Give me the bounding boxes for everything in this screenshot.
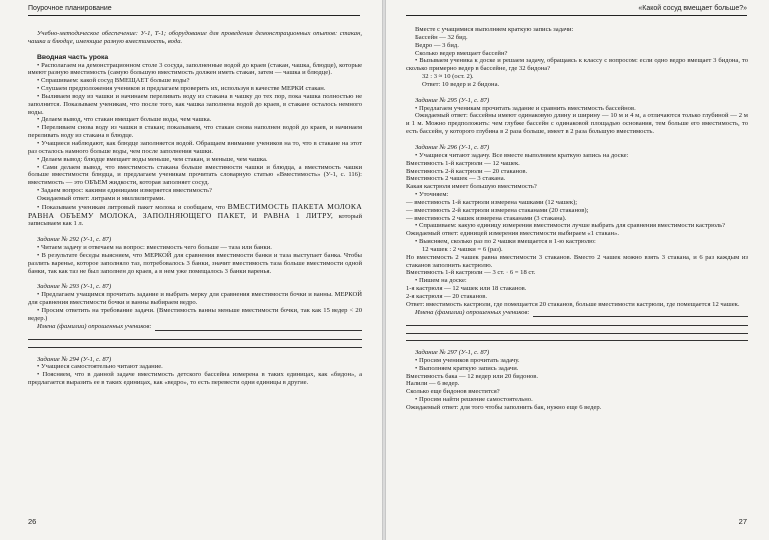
paragraph: — вместимость 1-й кастрюли измерена чашками (12 чашек); [406, 198, 578, 206]
paragraph: Ведро — 3 бид. [415, 41, 459, 49]
header-rule [28, 15, 360, 16]
paragraph: Вместимость бака — 12 ведер или 20 бидонов. [406, 372, 539, 380]
paragraph: Ответ: вместимость кастрюли, где помещается 20 стаканов, больше вместимости кастрюли, где помещается 12 чашек. [406, 300, 740, 308]
equipment-paragraph: Учебно-методическое обеспечение: У-1, Т-1; оборудование для проведения демонстрационных опытов: стакан, чашка и блюдце, имеющие разную вместимость, вода. [28, 30, 362, 45]
page-number: 26 [28, 517, 37, 526]
page-number: 27 [738, 517, 747, 526]
answer-line [28, 340, 362, 348]
paragraph: • Просим найти решение самостоятельно. [415, 396, 533, 404]
paragraph: — вместимость 2 чашек измерена стаканами (3 стакана). [406, 214, 567, 222]
paragraph-milk [28, 203, 362, 229]
answer-line [533, 310, 748, 317]
paragraph: • Вызываем ученика к доске и решаем задачу, обращаясь к классу с вопросом: если одно ведро вмещает 3 бидона, то сколько примерно ведер в бассейне, где 32 бидона? [406, 57, 748, 73]
paragraph: • Сами делаем вывод, что вместимость стакана больше вместимости чашки и блюдца, а вместимость чашки больше вместимости блюдца, и предлагаем ученикам прочитать словарную статью «Вместимость» (У-1, с. 116): вместимость — это ОБЪЕМ жидкости, которая заполняет сосуд. [28, 163, 362, 187]
paragraph: • Выясняем, сколько раз по 2 чашки вмещается в 1-ю кастрюлю: [415, 238, 596, 246]
paragraph: • Спрашиваем: какую единицу измерения вместимости лучше выбрать для сравнения вместимости кастрюль? [415, 222, 726, 230]
paragraph: • Учащиеся наблюдают, как блюдце заполняется водой. Обращаем внимание учеников на то, что в стакане на этот раз осталось намного больше воды, чем после заполнения чашки. [28, 139, 362, 155]
paragraph: Ожидаемый ответ: единицей измерения вместимости выбираем «1 стакан». [406, 230, 619, 238]
paragraph: — вместимость 2-й кастрюли измерена стаканами (20 стаканов); [406, 206, 589, 214]
paragraph: 1-я кастрюля — 12 чашек или 18 стаканов. [406, 285, 527, 293]
answer-line [406, 334, 748, 342]
paragraph: Сколько ведер вмещает бассейн? [415, 49, 508, 57]
paragraph: 12 чашек : 2 чашки = 6 (раз). [422, 245, 503, 253]
paragraph: Ожидаемый ответ: литрами и миллилитрами. [37, 194, 165, 202]
paragraph: • Пишем на доске: [415, 277, 467, 285]
task-heading: Задание № 295 (У-1, с. 87) [415, 96, 490, 104]
paragraph: 2-я кастрюля — 20 стаканов. [406, 293, 488, 300]
paragraph: Вместимость 1-й кастрюли — 3 ст. · 6 = 18 ст. [406, 269, 536, 277]
paragraph: Какая кастрюля имеет большую вместимость? [406, 183, 537, 191]
right-page [386, 0, 769, 540]
answer-line [155, 324, 362, 331]
task-heading: Задание № 296 (У-1, с. 87) [415, 143, 490, 151]
task-heading: Задание № 293 (У-1, с. 87) [37, 283, 112, 291]
paragraph: • Предлагаем ученикам прочитать задание и сравнить вместимость бассейнов. [415, 104, 636, 112]
paragraph: • Спрашиваем: какой сосуд ВМЕЩАЕТ больше воды? [37, 77, 190, 85]
names-field [28, 323, 362, 331]
paragraph: Ожидаемый ответ: для того чтобы заполнить бак, нужно еще 6 ведер. [406, 403, 602, 411]
paragraph: Ответ: 10 ведер и 2 бидона. [422, 80, 500, 88]
emphasis-text: ВМЕСТИМОСТЬ ПАКЕТА МОЛОКА РАВНА ОБЪЕМУ МОЛОКА, ЗАПОЛНЯЮЩЕГО ПАКЕТ, И РАВНА 1 ЛИТРУ, [28, 201, 362, 220]
answer-lines [406, 319, 748, 342]
paragraph: Но вместимость 2 чашек равна вместимости 3 стаканов. Вместо 2 чашек можно взять 3 стакана, и 6 раз каждым из стаканов заполнить кастрюлю. [406, 253, 748, 269]
paragraph: Сколько еще бидонов вместится? [406, 388, 500, 396]
section-heading: Вводная часть урока [37, 53, 109, 61]
task-heading: Задание № 297 (У-1, с. 87) [415, 349, 490, 357]
paragraph: • Уточняем: [415, 191, 449, 199]
paragraph: • Просим ответить на требование задачи. (Вместимость ванны меньше вместимости бочки, так как 15 ведер < 20 ведер.) [28, 307, 362, 322]
paragraph: • Делаем вывод, что стакан вмещает больше воды, чем чашка. [37, 116, 212, 124]
names-label: Имена (фамилии) опрошенных учеников: [37, 322, 152, 330]
answer-line [406, 319, 748, 327]
answer-lines [28, 333, 362, 348]
paragraph: • Просим учеников прочитать задачу. [415, 356, 520, 364]
paragraph: • Предлагаем учащимся прочитать задание и выбрать мерку для сравнения вместимости бочки и ванны. МЕРКОЙ для сравнения вместимости бочки и ванны выбираем ведро. [28, 291, 362, 307]
answer-line [406, 326, 748, 334]
answer-line [28, 333, 362, 341]
paragraph-text: • Показываем ученикам литровый пакет молока и сообщаем, что [37, 203, 226, 211]
left-page-body [28, 30, 362, 387]
running-head: «Какой сосуд вмещает больше?» [638, 5, 747, 12]
header-rule [406, 15, 747, 16]
paragraph: Налили — 6 ведер. [406, 380, 460, 388]
paragraph: Ожидаемый ответ: бассейны имеют одинаковую длину и ширину — 10 м и 4 м, а отличаются только глубиной — 2 м и 1 м. Можно предположить: чем глубже бассейн с одинаковой площадью основания, тем больше его вместимость, то есть бассейн, у которого глубина в 2 раза больше, имеет в 2 раза большую вместимость. [406, 112, 748, 136]
running-head: Поурочное планирование [28, 5, 112, 12]
paragraph: • Делаем вывод: блюдце вмещает воды меньше, чем стакан, и меньше, чем чашка. [37, 155, 268, 163]
paragraph: • Задаем вопрос: какими единицами измеряется вместимость? [37, 187, 212, 195]
paragraph: • Выливаем воду из чашки и начинаем переливать воду из стакана в чашку до тех пор, пока чашка полностью не заполнится. Показываем ученикам, что после того, как чашка заполнена водой до краев, в стакане осталось немного воды. [28, 92, 362, 116]
paragraph: • Располагаем на демонстрационном столе 3 сосуда, заполненные водой до краев (стакан, чашка, блюдце), которые имеют разную вместимость (самую большую вместимость должен иметь стакан, затем — чашка и блюдце). [28, 61, 362, 77]
task-heading: Задание № 294 (У-1, с. 87) [37, 355, 112, 363]
paragraph: Вместе с учащимися выполняем краткую запись задачи: [415, 26, 574, 33]
paragraph: • Переливаем снова воду из чашки в стакан; показываем, что стакан снова наполнен водой до краев, и начинаем переливать воду из стакана в блюдце. [28, 124, 362, 140]
paragraph: • Поясняем, что в данной задаче вместимость детского бассейна измерена в таких единицах, как «бидон», а предлагается выразить ее в таких единицах, как «ведро», то есть перевести одни единицы в другие. [28, 371, 362, 387]
paragraph: • В результате беседы выясняем, что МЕРКОЙ для сравнения вместимости банки и таза выступает банка. Чтобы разлить варенье, которое заполняло таз, потребовалось 3 банки, значит вместимость таза больше вместимости одной банки, так как таз не был заполнен до краев, а в нем уже помещалось 3 банки варенья. [28, 251, 362, 275]
left-page [0, 0, 382, 540]
paragraph: Бассейн — 32 бид. [415, 33, 468, 41]
paragraph: • Учащиеся читают задачу. Все вместе выполняем краткую запись на доске: [415, 151, 629, 159]
names-field [406, 309, 748, 317]
paragraph: • Читаем задачу и отвечаем на вопрос: вместимость чего больше — таза или банки. [37, 244, 272, 252]
paragraph: • Слушаем предположения учеников и предлагаем проверить их, используя в качестве МЕРКИ стакан. [37, 85, 326, 93]
task-heading: Задание № 292 (У-1, с. 87) [37, 236, 112, 244]
paragraph: Вместимость 2-й кастрюли — 20 стаканов. [406, 167, 528, 175]
paragraph-text: который записываем как 1 л. [28, 212, 362, 228]
paragraph: • Учащиеся самостоятельно читают задание. [37, 363, 163, 371]
paragraph: 32 : 3 ≈ 10 (ост. 2). [422, 73, 474, 81]
paragraph: Вместимость 1-й кастрюли — 12 чашек. [406, 159, 520, 167]
right-page-body [406, 26, 748, 412]
paragraph: • Выполняем краткую запись задачи. [415, 364, 519, 372]
names-label: Имена (фамилии) опрошенных учеников: [415, 308, 530, 316]
paragraph: Вместимость 2 чашек — 3 стакана. [406, 175, 506, 183]
